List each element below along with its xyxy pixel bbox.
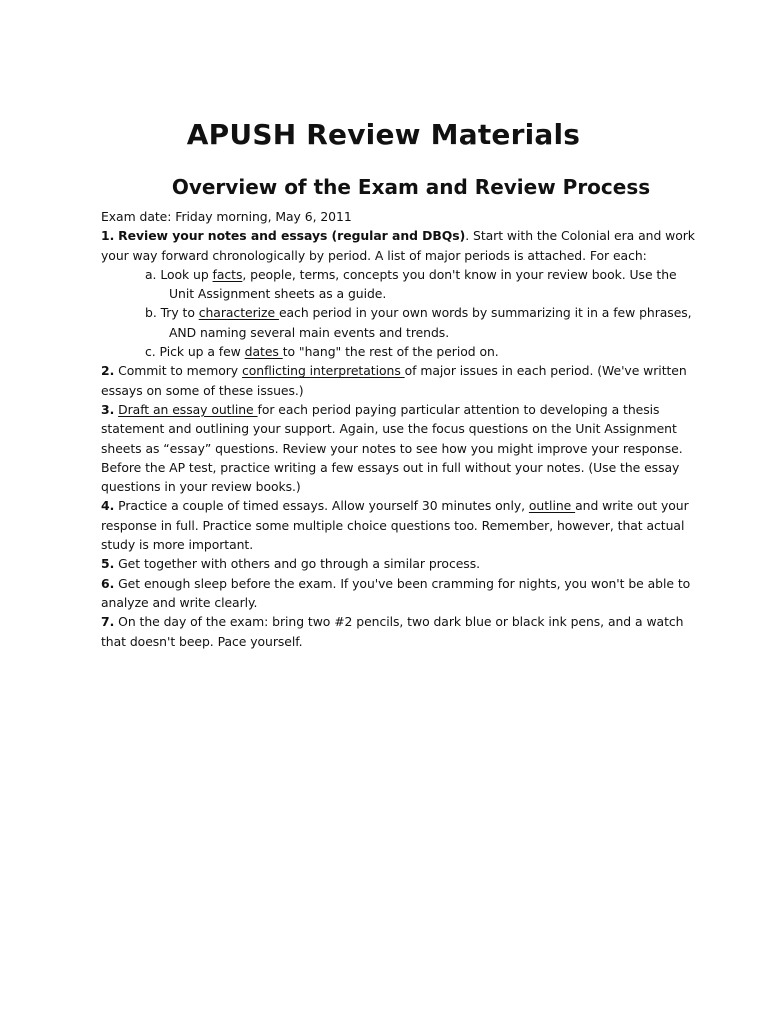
item-4-line-1 [101, 496, 721, 515]
underlined-term: facts [212, 266, 243, 282]
item-3-line-5: questions in your review books.) [101, 479, 301, 495]
item-2-text: of major issues in each period. (We've written [404, 363, 687, 379]
item-7-line-2: that doesn't beep. Pace yourself. [101, 633, 303, 649]
item-3-line-1 [101, 400, 721, 419]
item-1-heading: Review your notes and essays (regular and DBQs) [118, 228, 466, 244]
item-1b-text: each period in your own words by summarizing it in a few phrases, [278, 305, 692, 321]
item-4-prefix: Practice a couple of timed essays. Allow yourself 30 minutes only, [114, 498, 529, 514]
item-number: 3. [101, 401, 115, 417]
item-3-line-2: statement and outlining your support. Again, use the focus questions on the Unit Assignment [101, 421, 677, 437]
item-2-prefix: Commit to memory [114, 363, 242, 379]
item-2-line-2: essays on some of these issues.) [101, 382, 304, 398]
item-number: 4. [101, 498, 115, 514]
item-6-line-2: analyze and write clearly. [101, 594, 258, 610]
item-3-line-4: Before the AP test, practice writing a few essays out in full without your notes. (Use the essay [101, 459, 680, 475]
item-number: 6. [101, 575, 115, 591]
underlined-term: characterize [198, 305, 279, 321]
item-1b-prefix: b. Try to [145, 305, 199, 321]
underlined-term: outline [528, 498, 576, 514]
item-5-text: Get together with others and go through a similar process. [114, 556, 480, 572]
item-7-text: On the day of the exam: bring two #2 pencils, two dark blue or black ink pens, and a watch [114, 614, 684, 630]
document-body [101, 207, 721, 651]
item-7-line-1 [101, 612, 721, 631]
item-6-text: Get enough sleep before the exam. If you've been cramming for nights, you won't be able to [114, 575, 691, 591]
item-4-line-3: study is more important. [101, 537, 254, 553]
item-number: 2. [101, 363, 115, 379]
exam-date: Exam date: Friday morning, May 6, 2011 [101, 209, 352, 224]
underlined-term: Draft an essay outline [118, 401, 258, 417]
item-3-text: for each period paying particular attention to developing a thesis [257, 401, 660, 417]
underlined-term: dates [244, 344, 283, 360]
item-4-text: and write out your [575, 498, 689, 514]
item-1b [101, 303, 721, 322]
item-1-line-2: your way forward chronologically by period. A list of major periods is attached. For each: [101, 247, 647, 263]
item-3-line-3: sheets as “essay” questions. Review your notes to see how you might improve your response. [101, 440, 683, 456]
item-1a-cont: Unit Assignment sheets as a guide. [169, 286, 387, 302]
item-1-text: . Start with the Colonial era and work [465, 228, 695, 244]
item-number: 5. [101, 556, 115, 572]
item-1a-text: , people, terms, concepts you don't know in your review book. Use the [242, 266, 677, 282]
item-1c [101, 342, 721, 361]
item-number: 7. [101, 614, 115, 630]
item-1c-text: to "hang" the rest of the period on. [282, 344, 499, 360]
item-1-line-1 [101, 226, 721, 245]
document-title: APUSH Review Materials [186, 118, 581, 151]
item-2-line-1 [101, 361, 721, 380]
document-subtitle: Overview of the Exam and Review Process [171, 175, 651, 199]
item-1a [101, 265, 721, 284]
item-1c-prefix: c. Pick up a few [145, 344, 245, 360]
item-1a-prefix: a. Look up [145, 266, 213, 282]
item-number: 1. [101, 228, 115, 244]
item-1b-cont: AND naming several main events and trends. [169, 324, 450, 340]
item-6-line-1 [101, 574, 721, 593]
item-4-line-2: response in full. Practice some multiple choice questions too. Remember, however, that actual [101, 517, 685, 533]
underlined-term: conflicting interpretations [241, 363, 405, 379]
item-5-line-1 [101, 554, 721, 573]
